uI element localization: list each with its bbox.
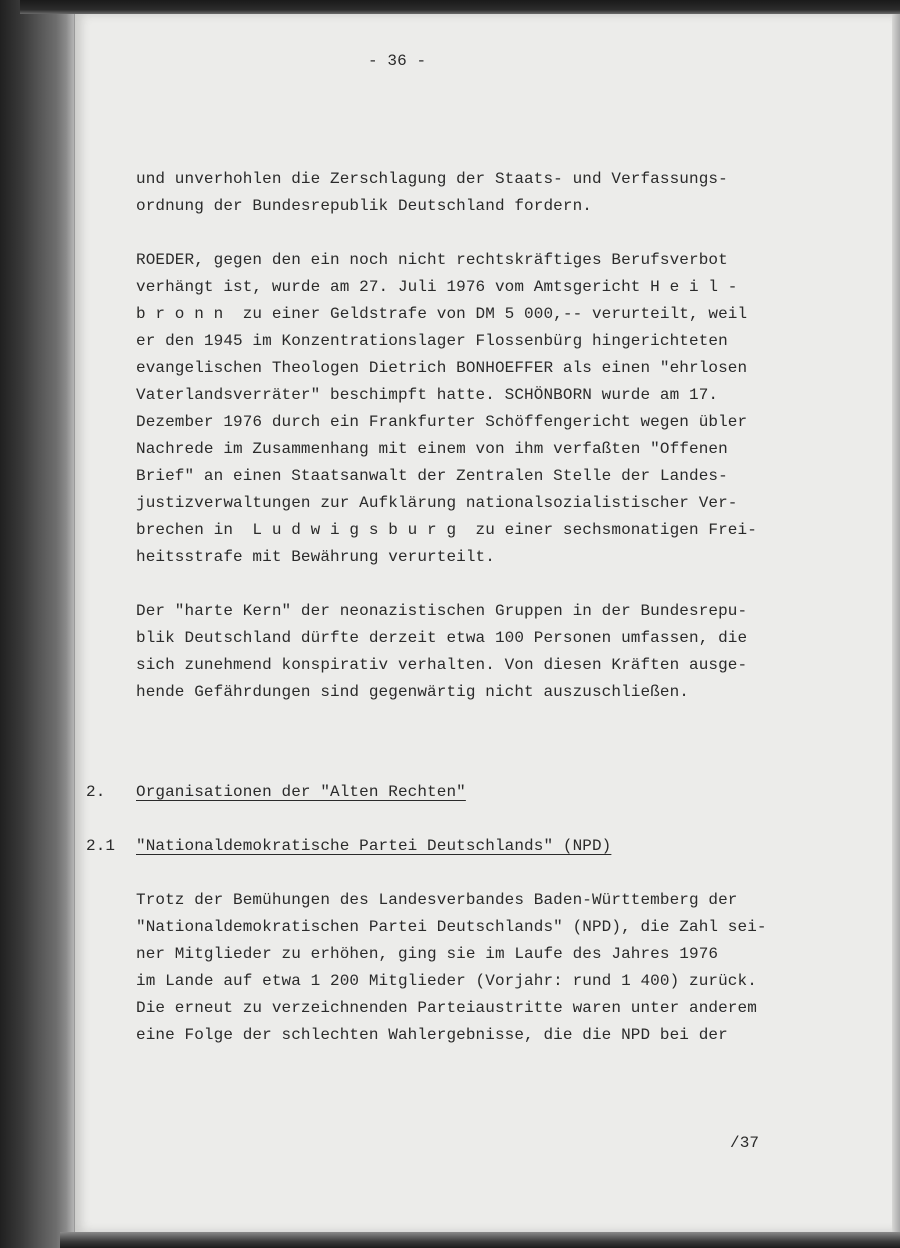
scan-right-edge: [892, 14, 900, 1248]
paragraph-line: verhängt ist, wurde am 27. Juli 1976 vom Amtsgericht H e i l -: [136, 278, 738, 296]
section-number: 2.: [86, 783, 106, 801]
subsection-heading: "Nationaldemokratische Partei Deutschlands" (NPD): [136, 837, 612, 855]
scan-bottom-shadow: [60, 1232, 900, 1248]
paragraph-line: und unverhohlen die Zerschlagung der Staats- und Verfassungs-: [136, 170, 728, 188]
scan-top-shadow: [20, 0, 900, 14]
subsection-number: 2.1: [86, 837, 116, 855]
section-heading: Organisationen der "Alten Rechten": [136, 783, 466, 801]
paragraph-line: ordnung der Bundesrepublik Deutschland fordern.: [136, 197, 592, 215]
paragraph-line: Die erneut zu verzeichnenden Parteiaustritte waren unter anderem: [136, 999, 757, 1017]
paragraph-line: heitsstrafe mit Bewährung verurteilt.: [136, 548, 495, 566]
continuation-marker: /37: [730, 1134, 760, 1152]
paragraph-line: ner Mitglieder zu erhöhen, ging sie im Laufe des Jahres 1976: [136, 945, 719, 963]
paragraph-line: Der "harte Kern" der neonazistischen Gruppen in der Bundesrepu-: [136, 602, 748, 620]
paragraph-line: er den 1945 im Konzentrationslager Flossenbürg hingerichteten: [136, 332, 728, 350]
paragraph-line: Nachrede im Zusammenhang mit einem von ihm verfaßten "Offenen: [136, 440, 728, 458]
paragraph-line: "Nationaldemokratischen Partei Deutschlands" (NPD), die Zahl sei-: [136, 918, 767, 936]
page-number: - 36 -: [368, 52, 427, 70]
paragraph-line: sich zunehmend konspirativ verhalten. Von diesen Kräften ausge-: [136, 656, 748, 674]
paragraph-line: hende Gefährdungen sind gegenwärtig nicht auszuschließen.: [136, 683, 689, 701]
paragraph-line: Trotz der Bemühungen des Landesverbandes Baden-Württemberg der: [136, 891, 738, 909]
paragraph-line: brechen in L u d w i g s b u r g zu einer sechsmonatigen Frei-: [136, 521, 757, 539]
paragraph-line: eine Folge der schlechten Wahlergebnisse, die die NPD bei der: [136, 1026, 728, 1044]
paragraph-line: Vaterlandsverräter" beschimpft hatte. SCHÖNBORN wurde am 17.: [136, 386, 719, 404]
paragraph-line: justizverwaltungen zur Aufklärung nationalsozialistischer Ver-: [136, 494, 738, 512]
paragraph-line: ROEDER, gegen den ein noch nicht rechtskräftiges Berufsverbot: [136, 251, 728, 269]
paragraph-line: Brief" an einen Staatsanwalt der Zentralen Stelle der Landes-: [136, 467, 728, 485]
paragraph-line: Dezember 1976 durch ein Frankfurter Schöffengericht wegen übler: [136, 413, 748, 431]
paragraph-line: evangelischen Theologen Dietrich BONHOEFFER als einen "ehrlosen: [136, 359, 748, 377]
paragraph-line: b r o n n zu einer Geldstrafe von DM 5 000,-- verurteilt, weil: [136, 305, 748, 323]
paragraph-line: blik Deutschland dürfte derzeit etwa 100 Personen umfassen, die: [136, 629, 748, 647]
paragraph-line: im Lande auf etwa 1 200 Mitglieder (Vorjahr: rund 1 400) zurück.: [136, 972, 757, 990]
